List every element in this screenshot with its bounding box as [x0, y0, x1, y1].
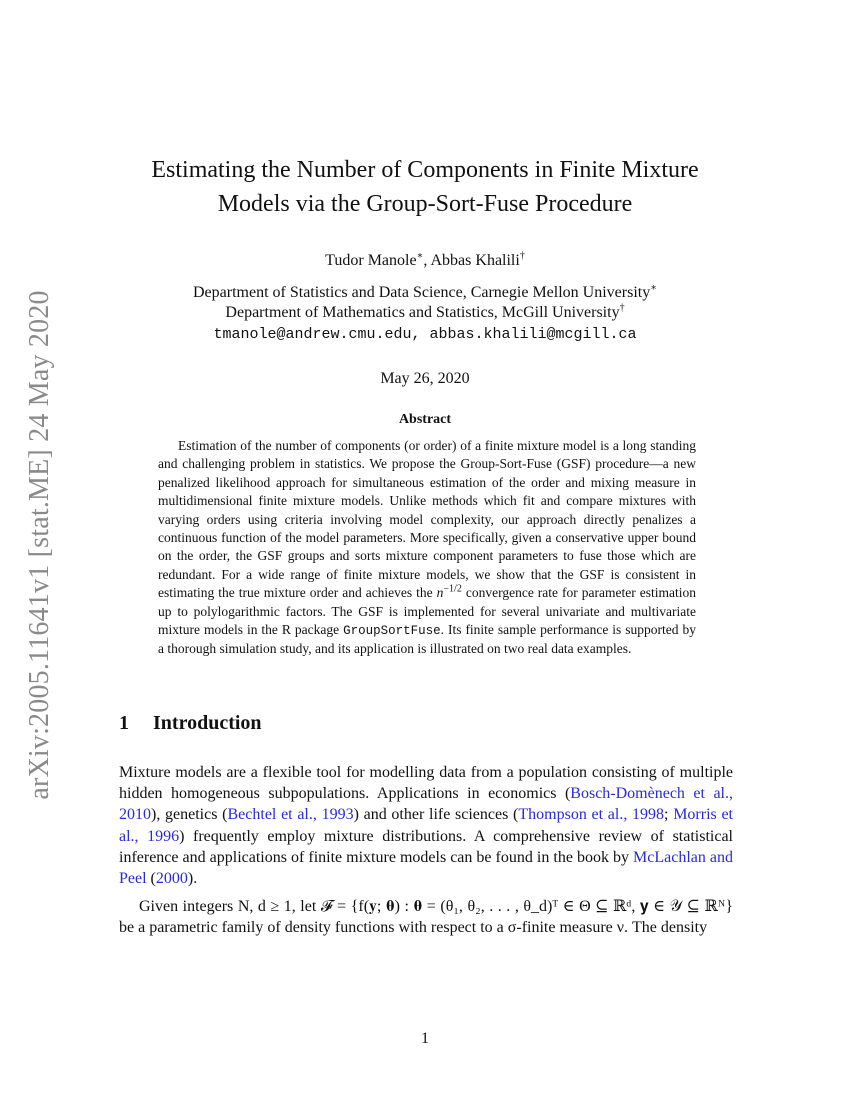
abstract-text: convergence rate for parameter estimation up to polylogarithmic factors. The GSF is implemented for several univariate and multivariate mixture models in the R package — [158, 585, 696, 638]
author-name: Tudor Manole — [325, 252, 417, 269]
paper-title — [130, 153, 720, 221]
author-separator: , — [423, 252, 431, 269]
intro-paragraph — [119, 762, 733, 889]
citation-link[interactable]: Bosch-Domènech et al., 2010 — [119, 785, 733, 824]
paragraph-text: ; — [664, 806, 674, 824]
section-number: 1 — [119, 712, 129, 734]
citation-link[interactable]: 2000 — [155, 870, 188, 888]
paragraph-text: ( — [146, 870, 156, 888]
abstract-heading: Abstract — [398, 412, 452, 427]
author-list — [0, 252, 850, 270]
affiliation-text: Department of Statistics and Data Science, Carnegie Mellon University — [193, 284, 651, 301]
package-name: GroupSortFuse — [343, 624, 441, 639]
affiliation-mark: † — [619, 302, 625, 314]
affiliation-line — [0, 284, 850, 302]
author-footnote-mark: ∗ — [416, 250, 424, 262]
rate-base: n — [436, 585, 444, 601]
citation-link[interactable]: Bechtel et al., 1993 — [227, 806, 354, 824]
author-emails: tmanole@andrew.cmu.edu, abbas.khalili@mcgill.ca — [213, 326, 637, 343]
title-line-2: Models via the Group-Sort-Fuse Procedure — [217, 191, 633, 217]
citation-link[interactable]: McLachlan and Peel — [119, 848, 734, 888]
paragraph-text: Given integers — [139, 898, 238, 915]
paragraph-text: Mixture models are a flexible tool for modelling data from a population consisting of multiple hidden homogeneous subpopulations. Applications in economics ( — [119, 764, 733, 803]
citation-link[interactable]: Morris et al., 1996 — [119, 806, 733, 845]
abstract-body — [158, 437, 696, 659]
paragraph-text: ) and other life sciences ( — [353, 806, 519, 824]
paragraph-text: ). — [187, 870, 198, 888]
family-definition-formula: 𝓕 = {f(𝐲; 𝛉) : 𝛉 = (θ₁, θ₂, . . . , θ_d)ᵀ ∈ Θ ⊆ ℝᵈ, 𝐲 ∈ 𝒴 ⊆ ℝᴺ} — [320, 898, 733, 915]
inline-formula: N, d ≥ 1 — [237, 898, 292, 915]
section-title: Introduction — [153, 712, 262, 734]
paragraph-text: ), genetics ( — [151, 806, 228, 824]
section-heading — [119, 712, 262, 735]
abstract-text: Estimation of the number of components (or order) of a finite mixture model is a long standing and challenging problem in statistics. We propose the Group-Sort-Fuse (GSF) procedure—a new penalized likelihood approach for simultaneous estimation of the order and mixing measure in multidimensional finite mixture models. Unlike methods which fit and compare mixtures with varying orders using criteria involving model complexity, our approach directly penalizes a continuous function of the model parameters. More specifically, given a conservative upper bound on the order, the GSF groups and sorts mixture component parameters to fuse those which are redundant. For a wide range of finite mixture models, we show that the GSF is consistent in estimating the true mixture order and achieves the — [158, 438, 696, 601]
intro-paragraph — [119, 896, 733, 938]
author-name: Abbas Khalili — [430, 252, 520, 269]
affiliation-text: Department of Mathematics and Statistics, McGill University — [225, 304, 620, 321]
affiliation-mark: ∗ — [650, 282, 657, 294]
abstract-text: . Its finite sample performance is supported by a thorough simulation study, and its application is illustrated on two real data examples. — [158, 622, 697, 657]
publication-date: May 26, 2020 — [380, 370, 470, 387]
convergence-rate — [437, 585, 462, 600]
author-footnote-mark: † — [519, 250, 525, 262]
page-number: 1 — [421, 1030, 429, 1047]
paragraph-text: be a parametric family of density functions with respect to a σ-finite measure ν. The density — [119, 919, 708, 937]
citation-link[interactable]: Thompson et al., 1998 — [518, 806, 665, 824]
affiliation-line — [0, 304, 850, 322]
paragraph-text: , let — [291, 898, 321, 915]
paragraph-text: ) frequently employ mixture distributions. A comprehensive review of statistical inference and applications of finite mixture models can be found in the book by — [119, 827, 734, 866]
rate-exponent: −1/2 — [443, 583, 462, 595]
arxiv-identifier-text: arXiv:2005.11641v1 [stat.ME] 24 May 2020 — [24, 290, 55, 800]
title-line-1: Estimating the Number of Components in Finite Mixture — [151, 157, 699, 183]
